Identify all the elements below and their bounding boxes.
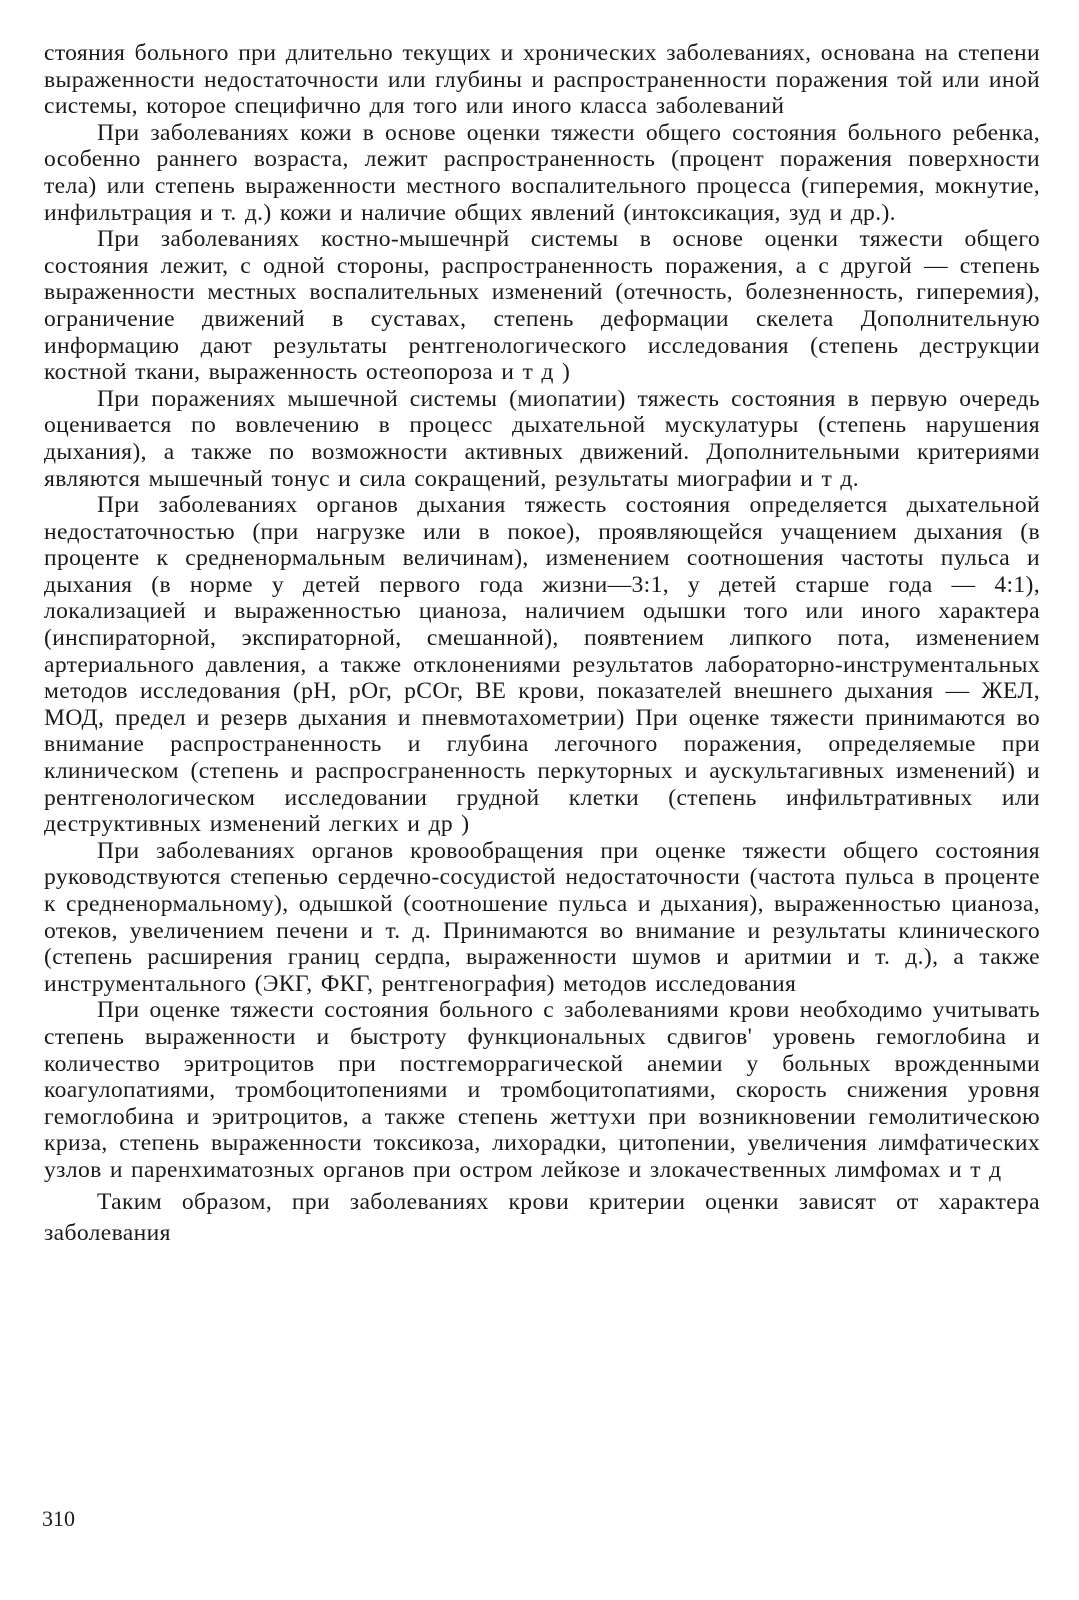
paragraph-musculoskeletal: При заболеваниях костно-мышечнрй системы в основе оценки тяжести общего состояния лежит, с одной стороны, распространенность поражения, а с другой — степень выраженности местных воспалительных изменений (отечность, болезненность, гиперемия), ограничение движений в суставах, степень деформации скелета Дополнительную информацию дают результаты рентгенологического исследования (степень деструкции костной ткани, выраженность остеопороза и т д )	[44, 226, 1040, 386]
page-number: 310	[42, 1506, 75, 1531]
paragraph-skin-diseases: При заболеваниях кожи в основе оценки тяжести общего состояния больного ребенка, особенно раннего возраста, лежит распространенность (процент поражения поверхности тела) или степень выраженности местного воспалительного процесса (гиперемия, мокнутие, инфильтрация и т. д.) кожи и наличие общих явлений (интоксикация, зуд и др.).	[44, 119, 1040, 226]
paragraph-respiratory: При заболеваниях органов дыхания тяжесть состояния определяется дыхательной недостаточностью (при нагрузке или в покое), проявляющейся учащением дыхания (в проценте к средненормальным величинам), изменением соотношения частоты пульса и дыхания (в норме у детей первого года жизни—3:1, у детей старше года — 4:1), локализацией и выраженностью цианоза, наличием одышки того или иного характера (инспираторной, экспираторной, смешанной), появтением липкого пота, изменением артериального давления, а также отклонениями результатов лабораторно-инструментальных методов исследования (рН, рОг, рСОг, BE крови, показателей внешнего дыхания — ЖЕЛ, МОД, предел и резерв дыхания и пневмотахометрии) При оценке тяжести принимаются во внимание распространенность и глубина легочного поражения, определяемые при клиническом (степень и распросграненность перкуторных и аускультагивных изменений) и рентгенологическом исследовании грудной клетки (степень инфильтративных или деструктивных изменений легких и др )	[44, 492, 1040, 838]
paragraph-circulatory: При заболеваниях органов кровообращения при оценке тяжести общего состояния руководствуются степенью сердечно-сосудистой недостаточности (частота пульса в проценте к средненормальному), одышкой (соотношение пульса и дыхания), выраженностью цианоза, отеков, увеличением печени и т. д. Принимаются во внимание и результаты клинического (степень расширения границ сердпа, выраженности шумов и аритмии и т. д.), а также инструментального (ЭКГ, ФКГ, рентгенография) методов исследования	[44, 837, 1040, 997]
paragraph-conclusion: Таким образом, при заболеваниях крови критерии оценки зависят от характера заболевания	[44, 1188, 1040, 1246]
paragraph-continuation: стояния больного при длительно текущих и хронических заболеваниях, основана на степени выраженности недостаточности или глубины и распространенности поражения той или иной системы, которое специфично для того или иного класса заболеваний	[44, 40, 1040, 120]
paragraph-muscular-system: При поражениях мышечной системы (миопатии) тяжесть состояния в первую очередь оценивается по вовлечению в процесс дыхательной мускулатуры (степень нарушения дыхания), а также по возможности активных движений. Дополнительными критериями являются мышечный тонус и сила сокращений, результаты миографии и т д.	[44, 385, 1040, 492]
paragraph-blood-diseases: При оценке тяжести состояния больного с заболеваниями крови необходимо учитывать степень выраженности и быстроту функциональных сдвигов' уровень гемоглобина и количество эритроцитов при постгеморрагической анемии у больных врожденными коагулопатиями, тромбоцитопениями и тромбоцитопатиями, скорость снижения уровня гемоглобина и эритроцитов, а также степень жеттухи при возникновении гемолитическою криза, степень выраженности токсикоза, лихорадки, цитопении, увеличения лимфатических узлов и паренхиматозных органов при остром лейкозе и злокачественных лимфомах и т д	[44, 997, 1040, 1183]
document-body	[44, 40, 1040, 1249]
